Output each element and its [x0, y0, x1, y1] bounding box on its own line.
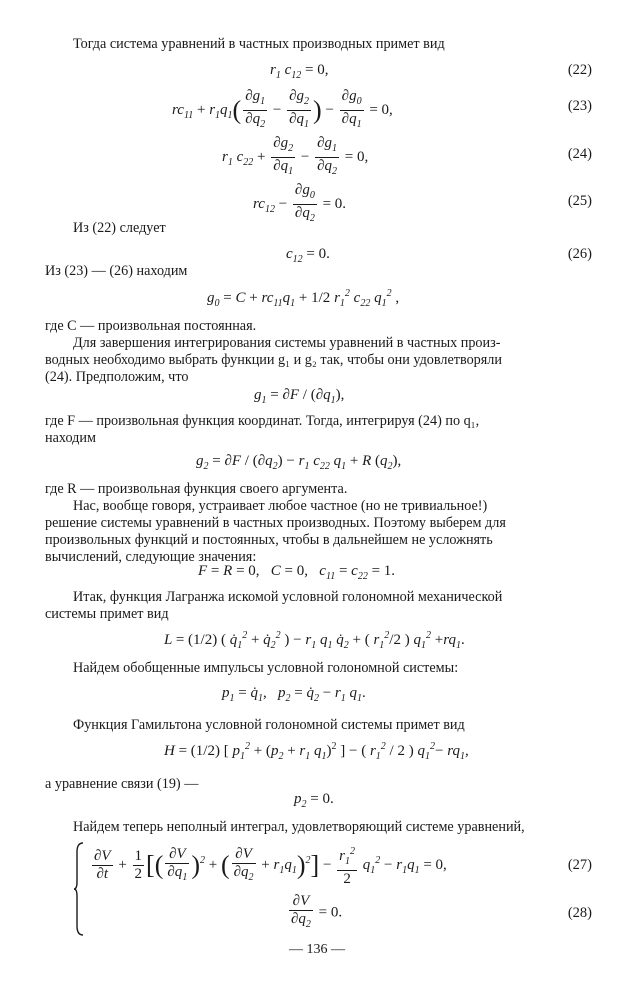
system-brace — [74, 842, 84, 936]
equation-22: $r_1$ $c_{12} = 0$, — [270, 62, 329, 81]
text-line: Нас, вообще говоря, устраивает любое частное (но не тривиальное!) — [73, 498, 488, 514]
equation-24: $r_1$ $c_{22}$ + $\frac{\partial g_2}{\partial q_1}$ − $\frac{\partial g_1}{\partial q_2}$ = 0, — [222, 135, 369, 177]
equation-number: (24) — [567, 146, 592, 162]
text-line: Из (23) — (26) находим — [45, 263, 188, 279]
text-line: Найдем теперь неполный интеграл, удовлетворяющий системе уравнений, — [73, 819, 525, 835]
equation-25: $rc_{12}$ − $\frac{\partial g_0}{\partial q_2}$ = 0. — [253, 182, 347, 224]
equation-g2: $g_2 = \partial F / (\partial q_2) - r_1$ $c_{22}$ $q_1 + R$ $(q_2)$, — [196, 453, 402, 472]
page-number: — 136 — — [289, 942, 345, 957]
equation-number: (28) — [567, 905, 592, 921]
text-line: где C — произвольная постоянная. — [45, 318, 257, 334]
equation-number: (25) — [567, 193, 592, 209]
text-line: а уравнение связи (19) — — [45, 776, 199, 792]
equation-values: F = R = 0, C = 0, $c_{11} = c_{22} = 1$. — [198, 563, 396, 582]
text-line: решение системы уравнений в частных производных. Поэтому выберем для — [45, 515, 506, 531]
equation-26: $c_{12} = 0$. — [286, 246, 330, 265]
text-line: Функция Гамильтона условной голономной системы примет вид — [73, 717, 465, 733]
text-line: где F — произвольная функция координат. Тогда, интегрируя (24) по q₁, — [45, 413, 480, 429]
equation-number: (27) — [567, 857, 592, 873]
equation-lagrangian: L = (1/2) ( $q̇_1^2$ + $q̇_2^2$ ) − $r_1$ $q_1$ $q̇_2$ + ( $r_1^2/2$ ) $q_1^2 +rq_1$. — [164, 630, 465, 651]
text-line: где R — произвольная функция своего аргумента. — [45, 481, 348, 497]
text-line: вычислений, следующие значения: — [45, 549, 257, 565]
text-line: произвольных функций и постоянных, чтобы в дальнейшем не усложнять — [45, 532, 493, 548]
equation-number: (26) — [567, 246, 592, 262]
text-line: Из (22) следует — [73, 220, 166, 236]
text-line: системы примет вид — [45, 606, 169, 622]
equation-hamiltonian: H = (1/2) [ $p_1^2 + (p_2 + r_1$ $q_1)^2$ ] − ( $r_1^2 / 2$ ) $q_1^2- rq_1$, — [164, 741, 469, 762]
equation-number: (22) — [567, 62, 592, 78]
equation-28: $\frac{\partial V}{\partial q_2}$ = 0. — [291, 893, 343, 930]
equation-constraint: $p_2 = 0$. — [294, 791, 334, 810]
text-line: находим — [45, 430, 96, 446]
text-line: Для завершения интегрирования системы уравнений в частных произ- — [73, 335, 501, 351]
equation-23: $rc_{11} + r_1q_1$( $\frac{\partial g_1}{\partial q_2}$ − $\frac{\partial g_2}{\partial q_1}$ ) − $\frac{\partial g_0}{\partial q_1}$ = 0, — [172, 88, 393, 130]
text-line: Итак, функция Лагранжа искомой условной голономной механической — [73, 589, 503, 605]
equation-27: $\frac{\partial V}{\partial t}$ + $\frac{1}{2}$ [( $\frac{\partial V}{\partial q_1}$ )$^2$ + ( $\frac{\partial V}{\partial q_2}$ + $r_1q_1)^2$] − $\frac{r_1^2}{2}$ $q_1^2 - r_1q_1 = 0$, — [90, 843, 447, 888]
equation-number: (23) — [567, 98, 592, 114]
equation-momenta: $p_1$ = $q̇_1$, $p_2$ = $q̇_2 - r_1$ $q_1$. — [222, 685, 366, 704]
equation-g1: $g_1 = \partial F / (\partial q_1)$, — [254, 387, 345, 406]
text-line: (24). Предположим, что — [45, 369, 189, 385]
text-line: Найдем обобщенные импульсы условной голономной системы: — [73, 660, 459, 676]
text-line: водных необходимо выбрать функции g₁ и g₂ так, чтобы они удовлетворяли — [45, 352, 502, 368]
text-line: Тогда система уравнений в частных производных примет вид — [73, 36, 445, 52]
equation-g0: $g_0 = C + rc_{11}q_1 + 1/2$ $r_1^2$ $c_{22}$ $q_1^2$ , — [207, 288, 400, 309]
